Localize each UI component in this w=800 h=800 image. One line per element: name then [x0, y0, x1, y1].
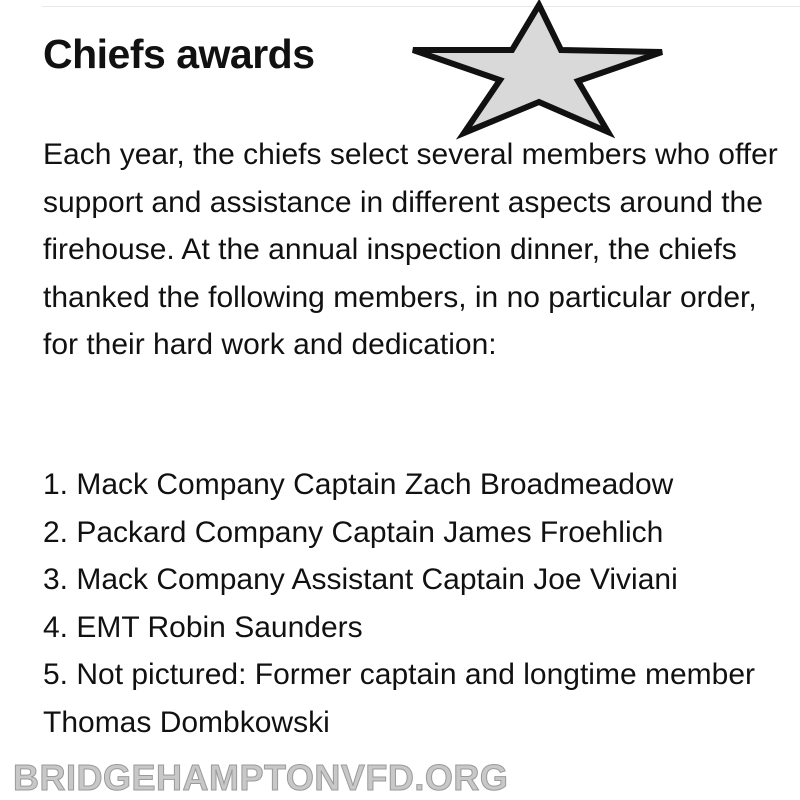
intro-paragraph: Each year, the chiefs select several members who offer support and assistance in different aspects around the firehouse. At the annual inspection dinner, the chiefs thanked the following members, in no particular order, for their hard work and dedication: [43, 138, 778, 361]
award-item-3: 3. Mack Company Assistant Captain Joe Viviani [43, 563, 678, 596]
site-watermark: BRIDGEHAMPTONVFD.ORG [13, 757, 509, 798]
page-title: Chiefs awards [43, 31, 315, 77]
star-icon [408, 0, 666, 140]
award-item-4: 4. EMT Robin Saunders [43, 610, 363, 644]
award-item-2: 2. Packard Company Captain James Froehlich [43, 515, 664, 549]
award-item-1: 1. Mack Company Captain Zach Broadmeadow [43, 468, 674, 501]
award-item-5: 5. Not pictured: Former captain and longtime member Thomas Dombkowski [43, 658, 755, 739]
awards-list [43, 461, 800, 746]
